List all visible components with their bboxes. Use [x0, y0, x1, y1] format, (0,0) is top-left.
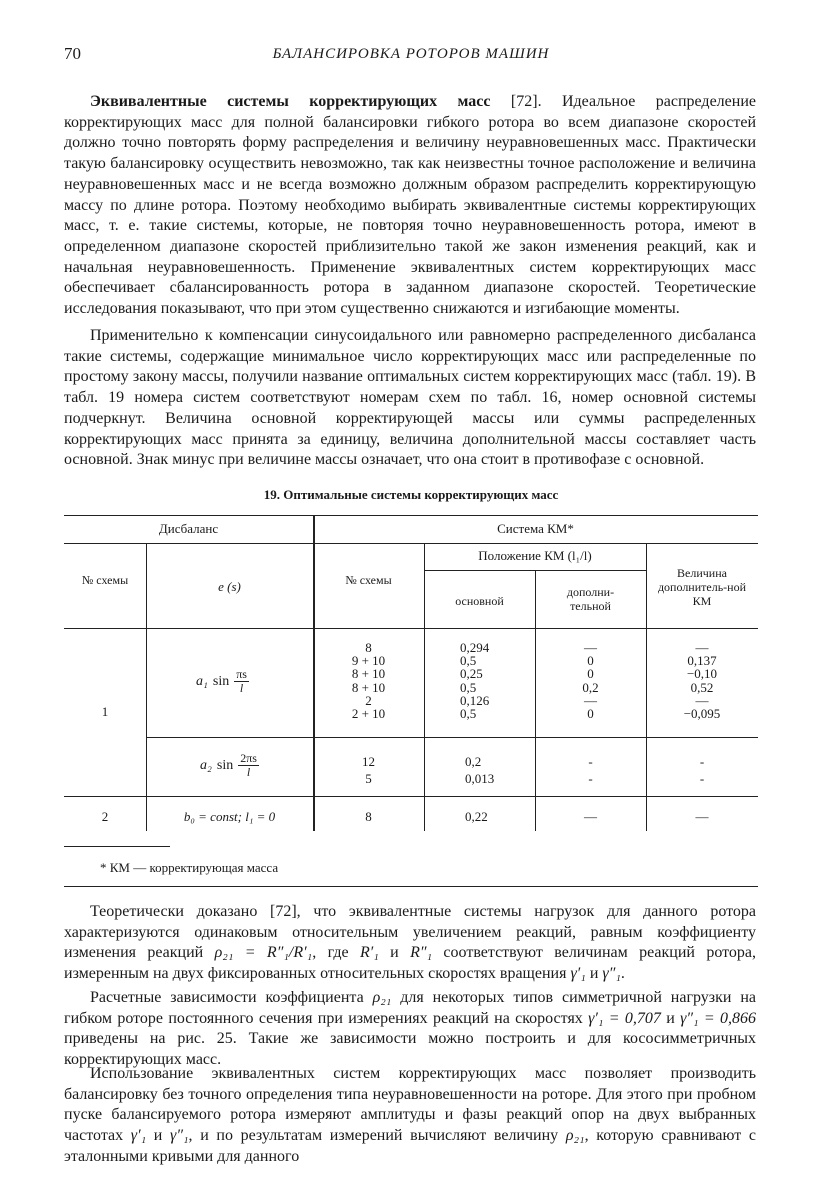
row2-formula: b₀ = const; l₁ = 0 — [183, 809, 276, 824]
row1b-main: 0,2 0,013 — [465, 754, 495, 786]
symbol-gamma1-prime: γ′₁ — [130, 1127, 147, 1145]
row1-formula — [196, 668, 249, 695]
paragraph-optimal-systems — [64, 326, 756, 471]
table-vline-3 — [424, 543, 425, 831]
header-system-no: № схемы — [345, 573, 392, 587]
formula-gamma1-double-prime: γ″₁ = 0,866 — [680, 1009, 757, 1027]
header-scheme-no: № схемы — [81, 573, 129, 587]
row2-main: 0,22 — [465, 809, 488, 824]
table-rule-row1-split — [146, 737, 758, 738]
paragraph-use-of-equivalent-systems: Использование эквивалентных систем корректирующих масс позволяет производить балансировку без точного определения типа неуравновешенности на роторе. Для этого при пробном пуске балансируемого ротора измеряют амплитуды и фазы реакций опор на двух выбранных частотах γ′₁ и γ″₁, и по результатам измерений вычисляют величину ρ₂₁, которую сравнивают с эталонными кривыми для данного — [64, 1065, 757, 1165]
paragraph-calculated-dependencies: Расчетные зависимости коэффициента ρ₂₁ для некоторых типов симметричной нагрузки на гибком роторе постоянного сечения при измерениях реакций на скоростях γ′₁ = 0,707 и γ″₁ = 0,866 приведены на рис. 25. Такие же зависимости можно построить и для кососимметричных корректирующих масс. — [64, 989, 757, 1069]
row2-system: 8 — [365, 809, 372, 824]
table-rule-row2 — [64, 796, 758, 797]
table-caption: 19. Оптимальные системы корректирующих масс — [263, 487, 559, 502]
table-footnote: * КМ — корректирующая масса — [100, 860, 279, 875]
paragraph-equivalent-systems — [64, 92, 756, 320]
formula-coef: a₁ — [196, 673, 208, 689]
row1b-additional: - - — [588, 754, 593, 786]
header-main: основной — [455, 594, 504, 608]
row1-main: 0,294 0,5 0,25 0,5 0,126 0,5 — [460, 640, 490, 722]
symbol-r1-prime: R′₁ — [359, 944, 379, 962]
row1-value: — 0,137 −0,10 0,52 — −0,095 — [683, 640, 721, 722]
formula-rho21: ρ₂₁ = R″₁/R′₁ — [214, 944, 313, 962]
paragraph-theoretical-proof: Теоретически доказано [72], что эквивалентные системы нагрузок для данного ротора характеризуются одинаковым относительным увеличением реакций, равным коэффициенту изменения реакций ρ₂₁ = R″₁/R′₁, где R′₁ и R″₁ соответствуют величинам реакций ротора, измеренным на двух фиксированных относительных скоростях вращения γ′₁ и γ″₁. — [64, 903, 757, 983]
symbol-gamma1-double-prime: γ″₁ — [170, 1127, 189, 1145]
header-value-additional: Величина дополнитель-ной КМ — [657, 566, 747, 608]
row1b-systems: 12 5 — [362, 754, 375, 786]
table-rule-head-bottom — [64, 628, 758, 629]
symbol-rho21: ρ₂₁ — [565, 1127, 585, 1145]
formula-fn: sin — [212, 673, 230, 689]
symbol-gamma1-prime: γ′₁ — [570, 965, 586, 983]
header-additional: дополни-тельной — [566, 585, 615, 613]
row1-additional: — 0 0 0,2 — 0 — [582, 640, 599, 722]
formula-fraction: $\frac{2\pi s}{l}$ — [240, 751, 257, 779]
symbol-gamma1-double-prime: γ″₁ — [602, 965, 621, 983]
row2-scheme: 2 — [101, 809, 109, 824]
formula-coef: a₂ — [200, 757, 212, 773]
table-rule-group — [64, 543, 758, 544]
row1b-formula — [200, 752, 259, 779]
running-head: БАЛАНСИРОВКА РОТОРОВ МАШИН — [272, 46, 550, 62]
header-position: Положение КМ (l₁/l) — [478, 548, 592, 563]
paragraph-text: Применительно к компенсации синусоидального или равномерно распределенного дисбаланса такие системы, содержащие минимальное число корректирующих масс или распределенные по простому закону массы, получили название оптимальных систем корректирующих масс (табл. 19). В табл. 19 номера систем соответствуют номерам схем по табл. 16, номер основной системы подчеркнут. Величина основной корректирующей массы или суммы распределенных корректирующих масс принята за единицу, величина дополнительной массы составляет часть основной. Знак минус при величине массы означает, что она стоит в противофазе с основной. — [64, 327, 756, 469]
table-rule-top — [64, 515, 758, 516]
paragraph-text: [72]. Идеальное распределение корректирующих масс для полной балансировки гибкого ротора во всем диапазоне скоростей должно точно повторять форму распределения и величину неуравновешенных масс. Практически такую балансировку осуществить невозможно, так как неизвестны точное расположение и величина неуравновешенных масс и не всегда возможно должным образом распределить корректирующую массу по длине ротора. Поэтому необходимо выбирать эквивалентные системы корректирующих масс, т. е. такие системы, которые, не повторяя точно неуравновешенность ротора, имеют в определенном диапазоне скоростей приблизительно такой же закон изменения реакций, как и начальная неуравновешенность. Применение эквивалентных систем корректирующих масс обеспечивает сбалансированность ротора в заданном диапазоне скоростей. Теоретические исследования показывают, что при этом существенно снижаются и изгибающие моменты. — [64, 93, 756, 318]
page-number: 70 — [64, 44, 81, 63]
formula-gamma1-prime: γ′₁ = 0,707 — [588, 1009, 661, 1027]
table-rule-bottom — [64, 886, 758, 887]
symbol-rho21: ρ₂₁ — [372, 989, 392, 1006]
row1b-value: - - — [699, 754, 705, 786]
header-system-km: Система КМ* — [497, 521, 574, 536]
footnote-rule — [64, 846, 170, 847]
row2-additional: — — [584, 809, 597, 824]
formula-fn: sin — [216, 757, 234, 773]
row1-scheme: 1 — [101, 704, 109, 719]
formula-fraction: $\frac{\pi s}{l}$ — [236, 667, 247, 695]
row2-value: — — [695, 809, 709, 824]
section-heading: Эквивалентные системы корректирующих масс — [90, 93, 491, 110]
header-disbalance: Дисбаланс — [158, 521, 219, 536]
header-e-s: e (s) — [218, 579, 241, 594]
symbol-r1-double-prime: R″₁ — [410, 944, 433, 962]
row1-systems: 8 9 + 10 8 + 10 8 + 10 2 2 + 10 — [351, 640, 386, 722]
